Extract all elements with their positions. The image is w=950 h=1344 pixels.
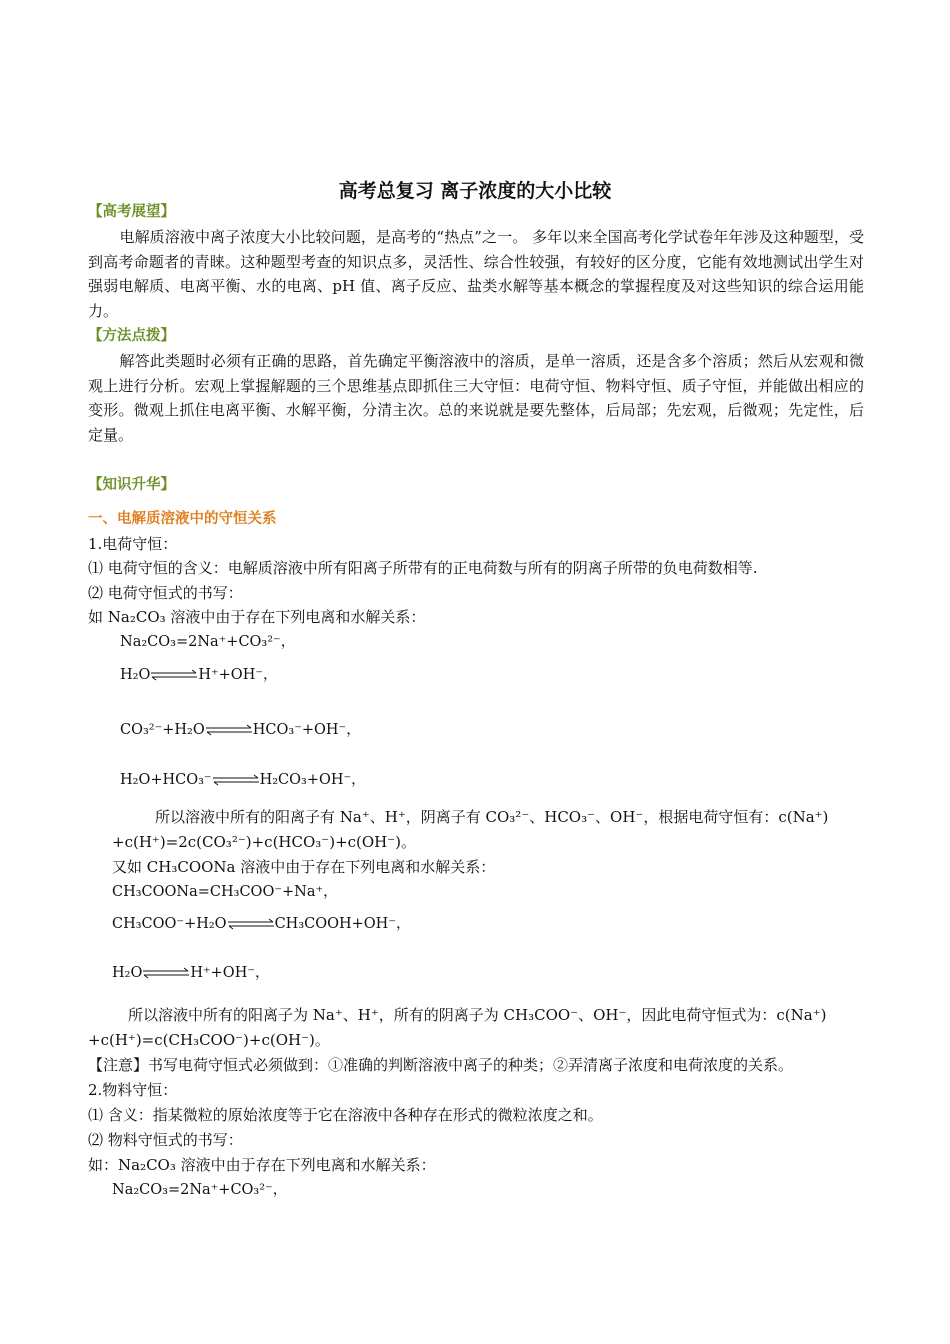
equation-left: H₂O [120,667,151,683]
example3-equation-1: Na₂CO₃=2Na⁺+CO₃²⁻， [112,1182,288,1198]
outlook-paragraph: 电解质溶液中离子浓度大小比较问题，是高考的“热点”之一。 多年以来全国高考化学试卷年年涉及这种题型，受到高考命题者的青睐。这种题型考查的知识点多，灵活性、综合性较强，有较好的区分度，它能有效地测试出学生对强弱电解质、电离平衡、水的电离、pH 值、离子反应、盐类水解等基本概念的掌握程度及对这些知识的综合运用能力。 [88,228,864,320]
material-conservation-title: 2.物料守恒： [88,1081,178,1099]
reversible-arrow-icon [143,967,189,979]
charge-conservation-definition: ⑴ 电荷守恒的含义：电解质溶液中所有阳离子所带有的正电荷数与所有的阴离子所带的负电荷数相等. [88,559,758,577]
equation-left: H₂O+HCO₃⁻ [120,772,212,788]
charge-conservation-writing: ⑵ 电荷守恒式的书写： [88,584,243,602]
page-title: 高考总复习 离子浓度的大小比较 [338,180,612,202]
section-heading-conservation: 一、电解质溶液中的守恒关系 [88,511,277,527]
material-conservation-writing: ⑵ 物料守恒式的书写： [88,1131,243,1149]
example1-equation-3 [120,720,361,740]
charge-conservation-title: 1.电荷守恒： [88,535,178,553]
equation-right: CH₃COOH+OH⁻， [274,916,411,932]
equation-left: CO₃²⁻+H₂O [120,722,205,738]
reversible-arrow-icon [151,669,197,681]
equation-right: H⁺+OH⁻， [198,667,278,683]
example1-intro: 如 Na₂CO₃ 溶液中由于存在下列电离和水解关系： [88,608,426,626]
reversible-arrow-icon [206,724,252,736]
example2-equation-2 [112,914,410,934]
example2-equation-1: CH₃COONa=CH₃COO⁻+Na⁺， [112,884,338,900]
equation-left: H₂O [112,965,143,981]
reversible-arrow-icon [228,918,274,930]
equation-right: HCO₃⁻+OH⁻， [252,722,361,738]
material-conservation-definition: ⑴ 含义：指某微粒的原始浓度等于它在溶液中各种存在形式的微粒浓度之和。 [88,1106,603,1124]
outlook-header: 【高考展望】 [88,204,175,220]
equation-right: H⁺+OH⁻， [190,965,270,981]
reversible-arrow-icon [213,774,259,786]
example1-equation-2 [120,665,278,685]
equation-right: H₂CO₃+OH⁻， [259,772,366,788]
example3-intro: 如：Na₂CO₃ 溶液中由于存在下列电离和水解关系： [88,1156,436,1174]
example2-intro: 又如 CH₃COONa 溶液中由于存在下列电离和水解关系： [112,858,496,876]
example1-equation-1: Na₂CO₃=2Na⁺+CO₃²⁻， [120,634,296,650]
example2-equation-3 [112,963,270,983]
method-header: 【方法点拨】 [88,328,175,344]
method-paragraph: 解答此类题时必须有正确的思路，首先确定平衡溶液中的溶质，是单一溶质，还是含多个溶质；然后从宏观和微观上进行分析。宏观上掌握解题的三个思维基点即抓住三大守恒：电荷守恒、物料守恒、质子守恒，并能做出相应的变形。微观上抓住电离平衡、水解平衡，分清主次。总的来说就是要先整体，后局部；先宏观，后微观；先定性，后定量。 [88,352,864,444]
knowledge-header: 【知识升华】 [88,477,175,493]
note-paragraph: 【注意】书写电荷守恒式必须做到：①准确的判断溶液中离子的种类；②弄清离子浓度和电荷浓度的关系。 [88,1056,794,1074]
example1-conclusion-line1: 所以溶液中所有的阳离子有 Na⁺、H⁺，阴离子有 CO₃²⁻、HCO₃⁻、OH⁻，根据电荷守恒有：c(Na⁺) [155,808,829,826]
example1-conclusion-line2: +c(H⁺)=2c(CO₃²⁻)+c(HCO₃⁻)+c(OH⁻)。 [112,833,417,851]
equation-left: CH₃COO⁻+H₂O [112,916,227,932]
example2-conclusion-line1: 所以溶液中所有的阳离子为 Na⁺、H⁺，所有的阴离子为 CH₃COO⁻、OH⁻，因此电荷守恒式为：c(Na⁺) [128,1006,827,1024]
example2-conclusion-line2: +c(H⁺)=c(CH₃COO⁻)+c(OH⁻)。 [88,1031,330,1049]
example1-equation-4 [120,770,366,790]
